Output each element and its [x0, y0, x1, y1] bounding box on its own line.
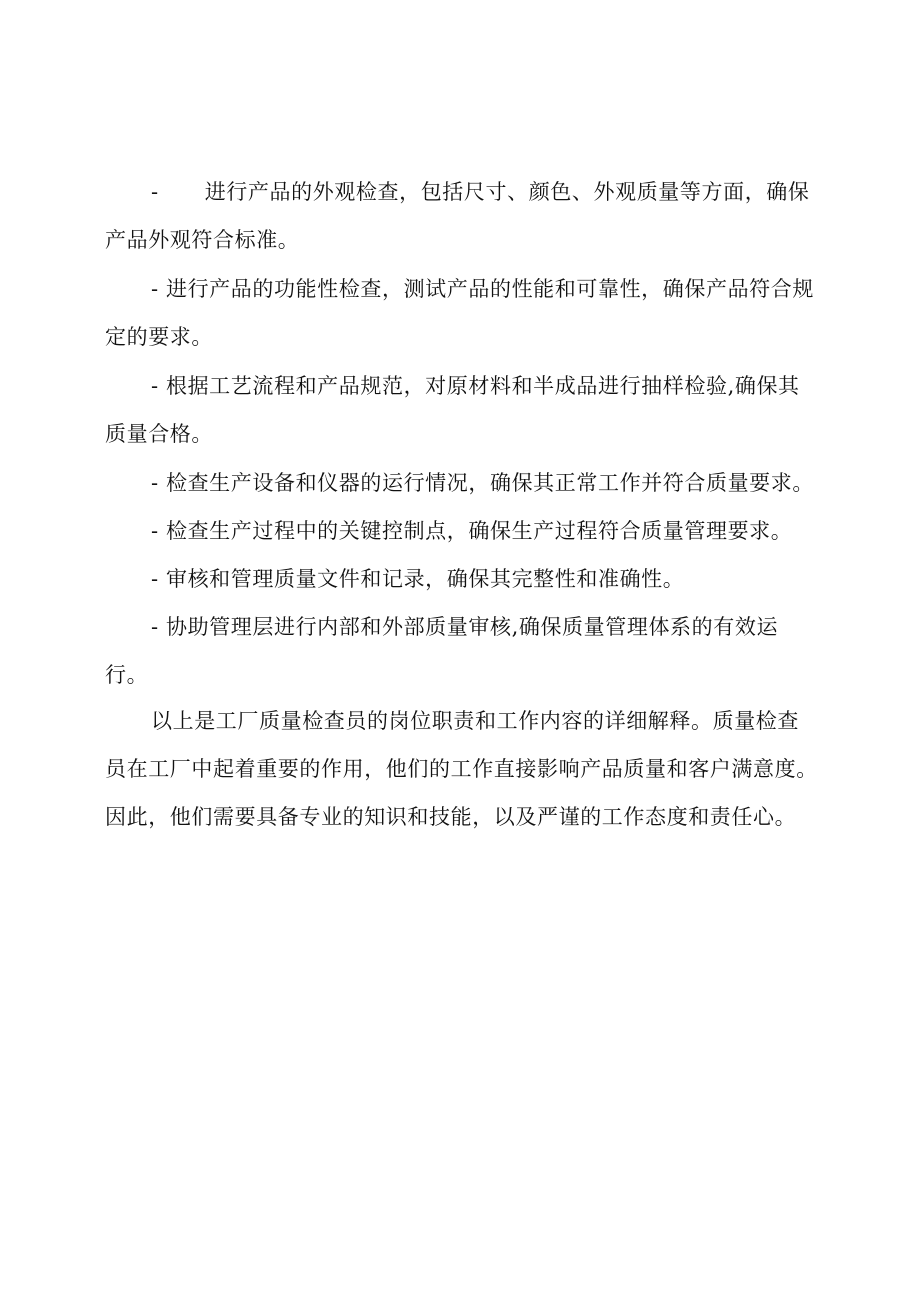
duty-dash: -: [151, 519, 159, 543]
duty-item: [105, 168, 820, 264]
duty-dash: -: [151, 615, 159, 639]
summary-paragraph: 以上是工厂质量检查员的岗位职责和工作内容的详细解释。质量检查员在工厂中起着重要的作用，他们的工作直接影响产品质量和客户满意度。因此，他们需要具备专业的知识和技能，以及严谨的工作态度和责任心。: [105, 709, 818, 829]
duty-text: 协助管理层进行内部和外部质量审核,确保质量管理体系的有效运行。: [105, 615, 779, 687]
duty-item: [105, 507, 820, 555]
duty-item: [105, 265, 820, 361]
duty-item: [105, 459, 820, 507]
duty-text: 进行产品的功能性检查，测试产品的性能和可靠性，确保产品符合规定的要求。: [105, 277, 814, 349]
duty-dash: -: [151, 567, 159, 591]
duty-text: 进行产品的外观检查，包括尺寸、颜色、外观质量等方面，确保产品外观符合标准。: [105, 180, 810, 252]
duty-item: [105, 362, 820, 458]
duty-text: 根据工艺流程和产品规范，对原材料和半成品进行抽样检验,确保其质量合格。: [105, 374, 800, 446]
duty-item: [105, 555, 820, 603]
duty-dash: -: [151, 471, 159, 495]
duty-item: [105, 603, 820, 699]
duty-text: 审核和管理质量文件和记录，确保其完整性和准确性。: [165, 567, 685, 591]
duty-text: 检查生产过程中的关键控制点，确保生产过程符合质量管理要求。: [165, 519, 793, 543]
duty-dash: -: [151, 180, 159, 204]
duty-dash: -: [151, 374, 159, 398]
duty-dash: -: [151, 277, 159, 301]
duty-text: 检查生产设备和仪器的运行情况，确保其正常工作并符合质量要求。: [165, 471, 814, 495]
